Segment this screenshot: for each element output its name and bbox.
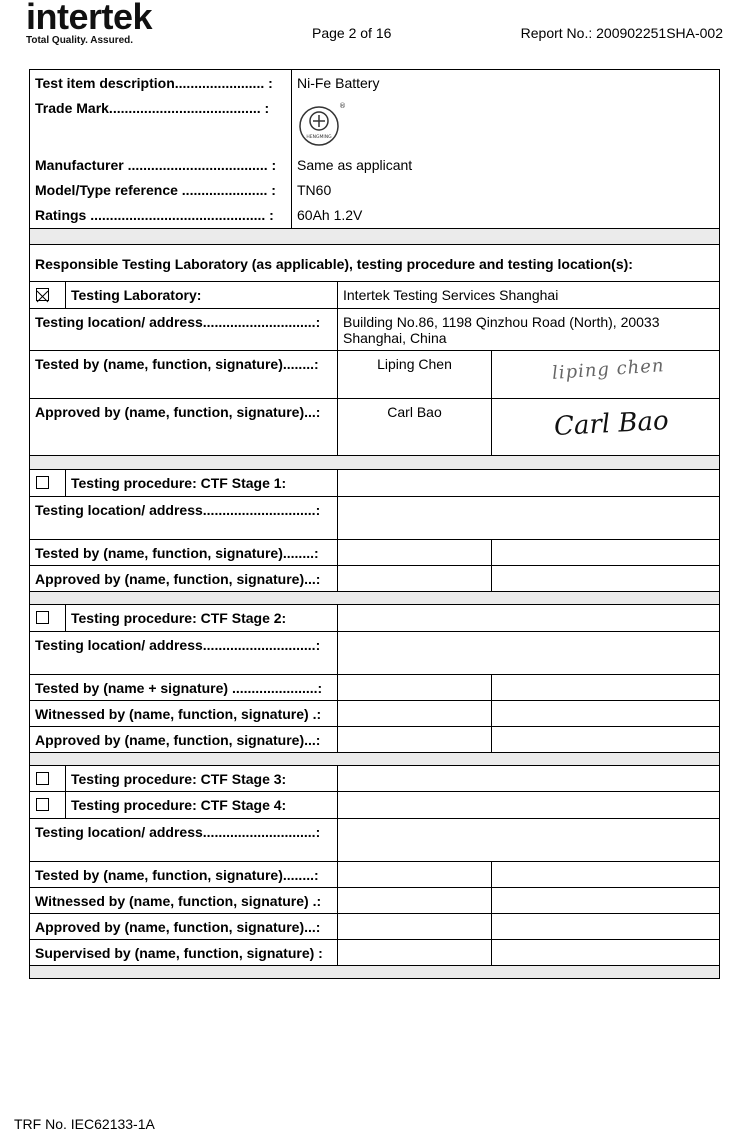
stage1-row <box>29 469 720 496</box>
stage2-label: Testing procedure: CTF Stage 2: <box>65 605 337 631</box>
lab-approved-label: Approved by (name, function, signature)...: <box>35 404 321 420</box>
manufacturer-label: Manufacturer .................................... : <box>35 157 277 173</box>
stage2-tested-label: Tested by (name + signature) ......................: <box>35 680 323 696</box>
ratings-label: Ratings ............................................. : <box>35 207 274 223</box>
trade-mark-label: Trade Mark....................................... : <box>35 100 270 116</box>
model-value: TN60 <box>297 182 332 198</box>
trade-mark-logo-text: HENGMING <box>306 135 332 140</box>
stage34-approved-row <box>29 913 720 939</box>
model-label: Model/Type reference ...................... : <box>35 182 276 198</box>
test-item-label: Test item description....................... : <box>35 75 273 91</box>
intertek-logo <box>26 0 186 50</box>
lab-approved-name: Carl Bao <box>337 399 491 455</box>
lab-location-line1: Building No.86, 1198 Qinzhou Road (North), 20033 <box>343 314 660 330</box>
stage34-witnessed-row <box>29 887 720 913</box>
ratings-value: 60Ah 1.2V <box>297 207 363 223</box>
lab-approved-signature: Carl Bao <box>553 406 670 442</box>
manufacturer-value: Same as applicant <box>297 157 413 173</box>
lab-tested-signature: liping chen <box>551 355 666 384</box>
logo-tagline: Total Quality. Assured. <box>26 35 134 46</box>
stage3-label: Testing procedure: CTF Stage 3: <box>65 766 337 791</box>
testing-lab-label: Testing Laboratory: <box>65 282 337 308</box>
stage4-label: Testing procedure: CTF Stage 4: <box>65 792 337 818</box>
page-number: Page 2 of 16 <box>312 25 392 41</box>
stage2-location-row <box>29 631 720 674</box>
stage1-tested-row <box>29 539 720 565</box>
testing-lab-checkbox[interactable] <box>36 288 49 301</box>
stage4-row <box>29 791 720 818</box>
lab-location-row <box>29 308 720 350</box>
logo-wordmark: intertek <box>26 0 153 37</box>
lab-tested-label: Tested by (name, function, signature)........: <box>35 356 319 372</box>
testing-lab-row <box>29 281 720 308</box>
stage2-witnessed-label: Witnessed by (name, function, signature) .: <box>35 706 322 722</box>
svg-text:®: ® <box>339 102 346 110</box>
stage2-approved-row <box>29 726 720 752</box>
stage2-approved-label: Approved by (name, function, signature)...: <box>35 732 321 748</box>
test-item-value: Ni-Fe Battery <box>297 75 380 91</box>
stage1-approved-row <box>29 565 720 591</box>
product-info-block <box>29 69 720 228</box>
lab-approved-row <box>29 398 720 455</box>
stage4-checkbox[interactable] <box>36 798 49 811</box>
stage34-supervised-label: Supervised by (name, function, signature) : <box>35 945 323 961</box>
stage34-tested-label: Tested by (name, function, signature)........: <box>35 867 319 883</box>
lab-heading: Responsible Testing Laboratory (as applicable), testing procedure and testing location(s): <box>35 256 633 272</box>
spacer-row <box>29 591 720 604</box>
stage34-location-row <box>29 818 720 861</box>
stage1-approved-label: Approved by (name, function, signature)...: <box>35 571 321 587</box>
report-number: Report No.: 200902251SHA-002 <box>520 25 723 41</box>
stage2-checkbox[interactable] <box>36 611 49 624</box>
lab-heading-row <box>29 244 720 281</box>
lab-tested-name: Liping Chen <box>337 351 491 398</box>
stage34-location-label: Testing location/ address.............................: <box>35 824 321 840</box>
stage1-location-label: Testing location/ address.............................: <box>35 502 321 518</box>
spacer-row <box>29 965 720 979</box>
testing-lab-value: Intertek Testing Services Shanghai <box>337 282 719 308</box>
spacer-row <box>29 228 720 244</box>
lab-tested-row <box>29 350 720 398</box>
stage2-tested-row <box>29 674 720 700</box>
stage3-row <box>29 765 720 791</box>
lab-location-line2: Shanghai, China <box>343 330 447 346</box>
trade-mark-logo <box>297 100 345 151</box>
stage1-location-row <box>29 496 720 539</box>
stage34-supervised-row <box>29 939 720 965</box>
stage2-row <box>29 604 720 631</box>
stage1-value <box>337 470 719 496</box>
stage1-label: Testing procedure: CTF Stage 1: <box>65 470 337 496</box>
trf-number: TRF No. IEC62133-1A <box>14 1116 155 1132</box>
stage2-witnessed-row <box>29 700 720 726</box>
stage1-checkbox[interactable] <box>36 476 49 489</box>
stage34-witnessed-label: Witnessed by (name, function, signature) .: <box>35 893 322 909</box>
stage2-location-label: Testing location/ address.............................: <box>35 637 321 653</box>
lab-location-label: Testing location/ address.............................: <box>35 314 321 330</box>
stage34-tested-row <box>29 861 720 887</box>
spacer-row <box>29 752 720 765</box>
stage1-tested-label: Tested by (name, function, signature)........: <box>35 545 319 561</box>
spacer-row <box>29 455 720 469</box>
stage34-approved-label: Approved by (name, function, signature)...: <box>35 919 321 935</box>
stage3-checkbox[interactable] <box>36 772 49 785</box>
